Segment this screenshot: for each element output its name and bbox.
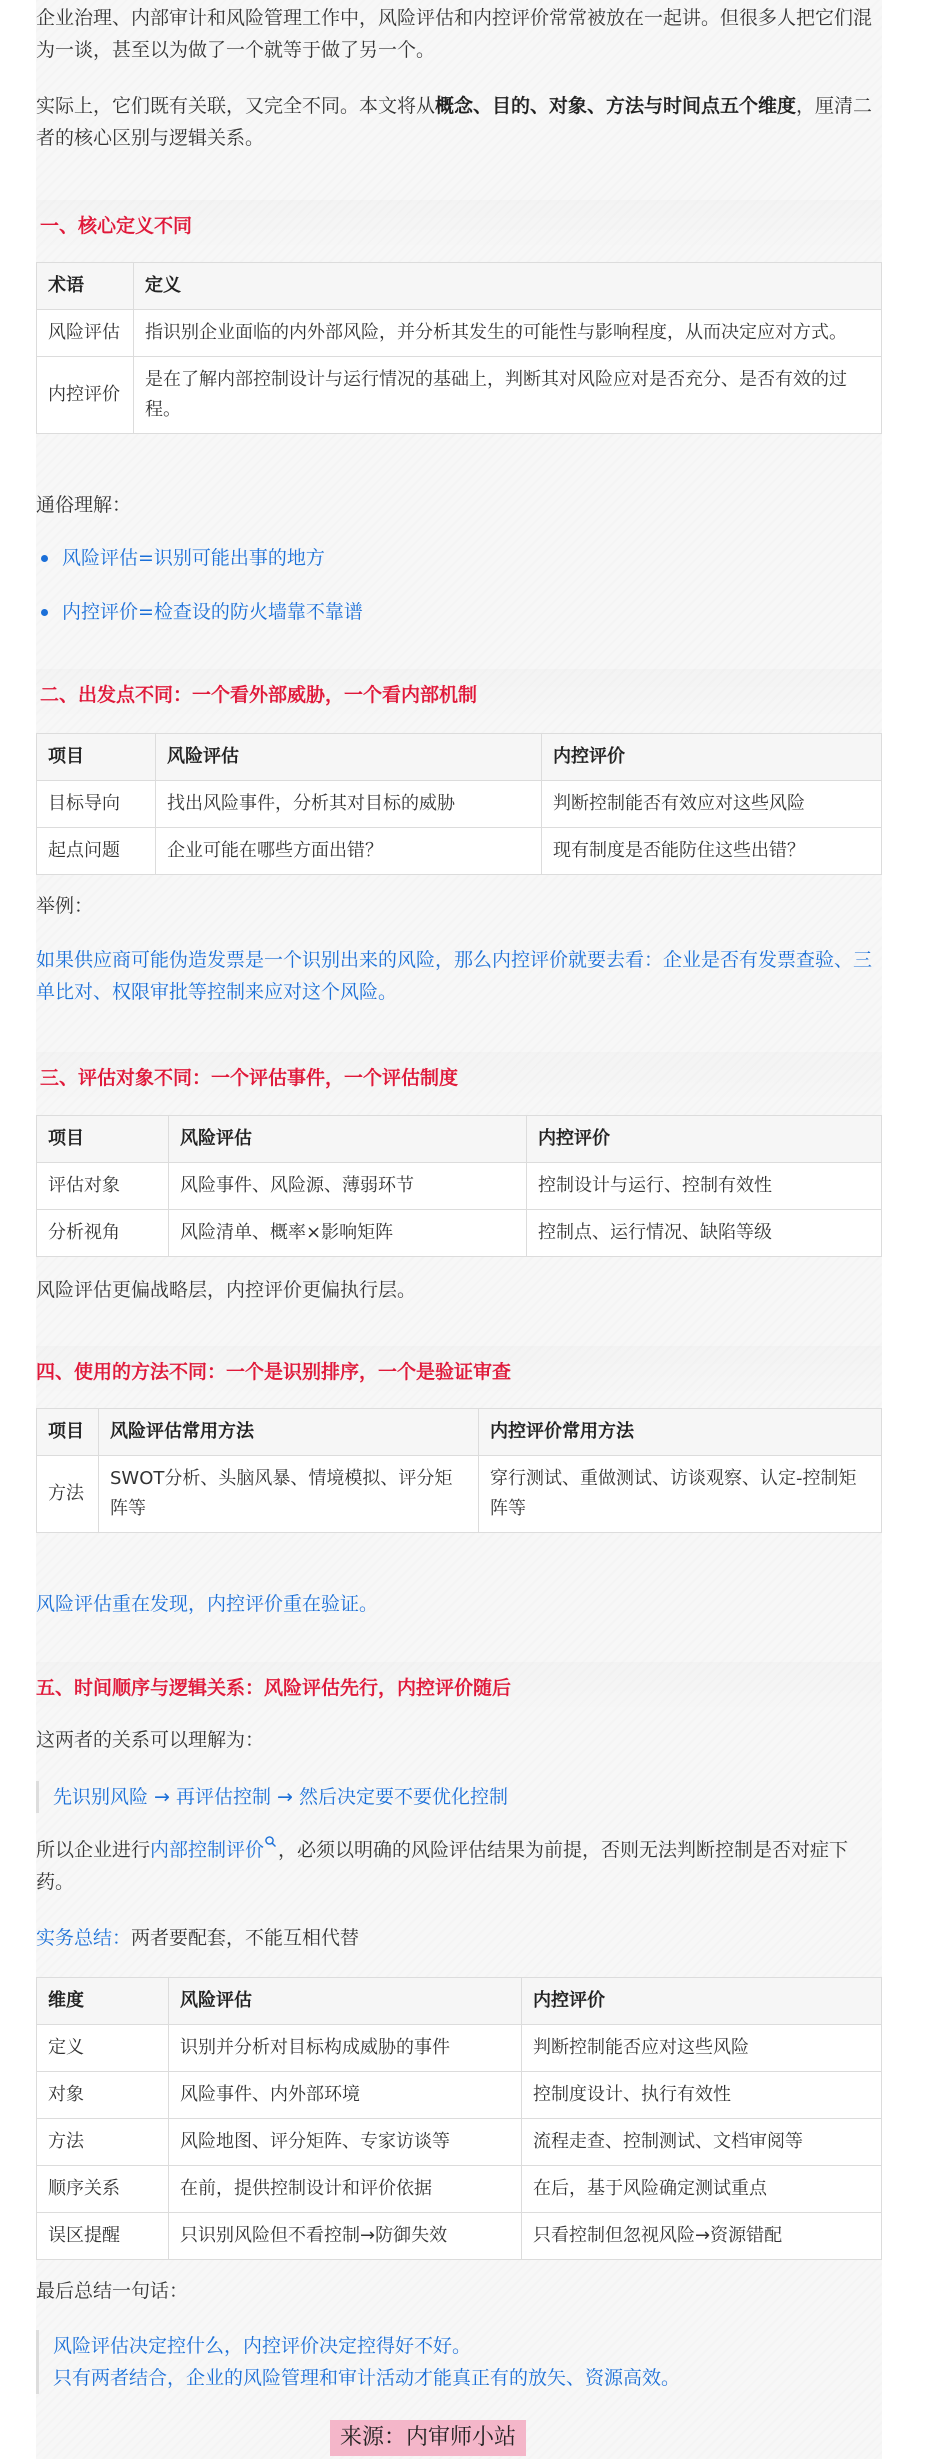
conclusion-line-2: 只有两者结合，企业的风险管理和审计活动才能真正有的放矢、资源高效。 <box>53 2367 681 2389</box>
section-5-title: 五、时间顺序与逻辑关系：风险评估先行，内控评价随后 <box>36 1662 882 1714</box>
table-cell: 在前，提供控制设计和评价依据 <box>169 2166 522 2213</box>
table-cell: 误区提醒 <box>37 2213 169 2260</box>
table-cell: 是在了解内部控制设计与运行情况的基础上，判断其对风险应对是否充分、是否有效的过程。 <box>134 357 882 434</box>
table-header-cell: 风险评估 <box>169 1116 527 1163</box>
table-cell: 只识别风险但不看控制→防御失效 <box>169 2213 522 2260</box>
flow-quote <box>36 1781 876 1813</box>
table-header-cell: 风险评估 <box>156 734 542 781</box>
intro-p2-post: ，厘清二者的核心区别与逻辑关系。 <box>36 95 873 149</box>
table-cell: 对象 <box>37 2072 169 2119</box>
table-cell: 找出风险事件，分析其对目标的威胁 <box>156 781 542 828</box>
conclusion-line-1: 风险评估决定控什么，内控评价决定控得好不好。 <box>53 2335 472 2357</box>
assessment-object-table <box>36 1115 882 1257</box>
intro-paragraph-1: 企业治理、内部审计和风险管理工作中，风险评估和内控评价常常被放在一起讲。但很多人把它们混为一谈，甚至以为做了一个就等于做了另一个。 <box>36 7 873 61</box>
table-cell: 分析视角 <box>37 1210 169 1257</box>
table-cell: 风险事件、风险源、薄弱环节 <box>169 1163 527 1210</box>
table-header-cell: 风险评估常用方法 <box>99 1409 479 1456</box>
table-cell: 只看控制但忽视风险→资源错配 <box>522 2213 882 2260</box>
practical-summary <box>36 1922 359 1954</box>
table-header-cell: 项目 <box>37 1116 169 1163</box>
example-text: 如果供应商可能伪造发票是一个识别出来的风险，那么内控评价就要去看：企业是否有发票查验、三单比对、权限审批等控制来应对这个风险。 <box>36 949 873 1003</box>
table-cell: 识别并分析对目标构成威胁的事件 <box>169 2025 522 2072</box>
table-header-cell: 内控评价 <box>527 1116 882 1163</box>
table-header-cell: 内控评价常用方法 <box>479 1409 882 1456</box>
table-cell: 顺序关系 <box>37 2166 169 2213</box>
summary-text: 两者要配套，不能互相代替 <box>131 1927 360 1949</box>
plain-understanding-list <box>36 542 363 628</box>
table-row <box>37 2213 882 2260</box>
search-icon[interactable] <box>264 1835 278 1849</box>
table-cell: 风险评估 <box>37 310 134 357</box>
table-cell: 起点问题 <box>37 828 156 875</box>
table-header-cell: 风险评估 <box>169 1978 522 2025</box>
relationship-paragraph <box>36 1834 882 1898</box>
table-cell: 企业可能在哪些方面出错？ <box>156 828 542 875</box>
table-cell: 在后，基于风险确定测试重点 <box>522 2166 882 2213</box>
table-row <box>37 1163 882 1210</box>
table-header-row <box>37 734 882 781</box>
internal-control-link[interactable]: 内部控制评价 <box>150 1839 265 1861</box>
para-post: ，必须以明确的风险评估结果为前提，否则无法判断控制是否对症下药。 <box>36 1839 849 1893</box>
table-row <box>37 1210 882 1257</box>
table-cell: 控制点、运行情况、缺陷等级 <box>527 1210 882 1257</box>
table-header-cell: 内控评价 <box>522 1978 882 2025</box>
section-4-note: 风险评估重在发现，内控评价重在验证。 <box>36 1593 379 1615</box>
section-1-title: 一、核心定义不同 <box>36 200 882 252</box>
table-cell: 风险地图、评分矩阵、专家访谈等 <box>169 2119 522 2166</box>
section-3-title: 三、评估对象不同：一个评估事件，一个评估制度 <box>36 1052 882 1104</box>
para-pre: 所以企业进行 <box>36 1839 151 1861</box>
table-row <box>37 2072 882 2119</box>
table-header-cell: 内控评价 <box>542 734 882 781</box>
list-item: 内控评价=检查设的防火墙靠不靠谱 <box>36 596 363 628</box>
conclusion-lead: 最后总结一句话： <box>36 2280 189 2302</box>
table-cell: 目标导向 <box>37 781 156 828</box>
table-cell: 判断控制能否有效应对这些风险 <box>542 781 882 828</box>
table-cell: 判断控制能否应对这些风险 <box>522 2025 882 2072</box>
starting-point-table <box>36 733 882 875</box>
table-row <box>37 781 882 828</box>
intro-p2-pre: 实际上，它们既有关联，又完全不同。本文将从 <box>36 95 436 117</box>
summary-label: 实务总结： <box>36 1927 132 1949</box>
table-row <box>37 828 882 875</box>
table-cell: SWOT分析、头脑风暴、情境模拟、评分矩阵等 <box>99 1456 479 1533</box>
table-cell: 现有制度是否能防住这些出错？ <box>542 828 882 875</box>
table-cell: 定义 <box>37 2025 169 2072</box>
table-cell: 评估对象 <box>37 1163 169 1210</box>
table-cell: 风险清单、概率×影响矩阵 <box>169 1210 527 1257</box>
table-header-cell: 维度 <box>37 1978 169 2025</box>
table-cell: 内控评价 <box>37 357 134 434</box>
table-header-row <box>37 263 882 310</box>
example-label: 举例： <box>36 895 94 917</box>
section-3-note: 风险评估更偏战略层，内控评价更偏执行层。 <box>36 1279 417 1301</box>
table-row <box>37 310 882 357</box>
relationship-lead: 这两者的关系可以理解为： <box>36 1729 265 1751</box>
table-header-cell: 项目 <box>37 1409 99 1456</box>
definition-table <box>36 262 882 434</box>
table-header-row <box>37 1978 882 2025</box>
table-cell: 控制度设计、执行有效性 <box>522 2072 882 2119</box>
flow-text: 先识别风险 → 再评估控制 → 然后决定要不要优化控制 <box>53 1786 508 1808</box>
table-cell: 方法 <box>37 2119 169 2166</box>
table-cell: 流程走查、控制测试、文档审阅等 <box>522 2119 882 2166</box>
table-header-cell: 术语 <box>37 263 134 310</box>
intro-p2-bold: 概念、目的、对象、方法与时间点五个维度 <box>435 95 797 117</box>
table-row <box>37 1456 882 1533</box>
table-cell: 控制设计与运行、控制有效性 <box>527 1163 882 1210</box>
table-cell: 风险事件、内外部环境 <box>169 2072 522 2119</box>
article-body <box>36 0 882 2459</box>
conclusion-quote <box>36 2330 876 2394</box>
table-header-cell: 定义 <box>134 263 882 310</box>
table-row <box>37 2119 882 2166</box>
table-row <box>37 2025 882 2072</box>
summary-table <box>36 1977 882 2260</box>
source-badge: 来源：内审师小站 <box>330 2420 526 2456</box>
table-header-row <box>37 1116 882 1163</box>
table-cell: 指识别企业面临的内外部风险，并分析其发生的可能性与影响程度，从而决定应对方式。 <box>134 310 882 357</box>
table-row <box>37 2166 882 2213</box>
table-cell: 穿行测试、重做测试、访谈观察、认定-控制矩阵等 <box>479 1456 882 1533</box>
section-4-title: 四、使用的方法不同：一个是识别排序，一个是验证审查 <box>36 1346 882 1398</box>
table-row <box>37 357 882 434</box>
table-header-cell: 项目 <box>37 734 156 781</box>
table-cell: 方法 <box>37 1456 99 1533</box>
section-2-title: 二、出发点不同：一个看外部威胁，一个看内部机制 <box>36 669 882 721</box>
intro-paragraph-2 <box>36 90 882 154</box>
list-item: 风险评估=识别可能出事的地方 <box>36 542 363 574</box>
table-header-row <box>37 1409 882 1456</box>
plain-understanding-label: 通俗理解： <box>36 494 132 516</box>
methods-table <box>36 1408 882 1533</box>
